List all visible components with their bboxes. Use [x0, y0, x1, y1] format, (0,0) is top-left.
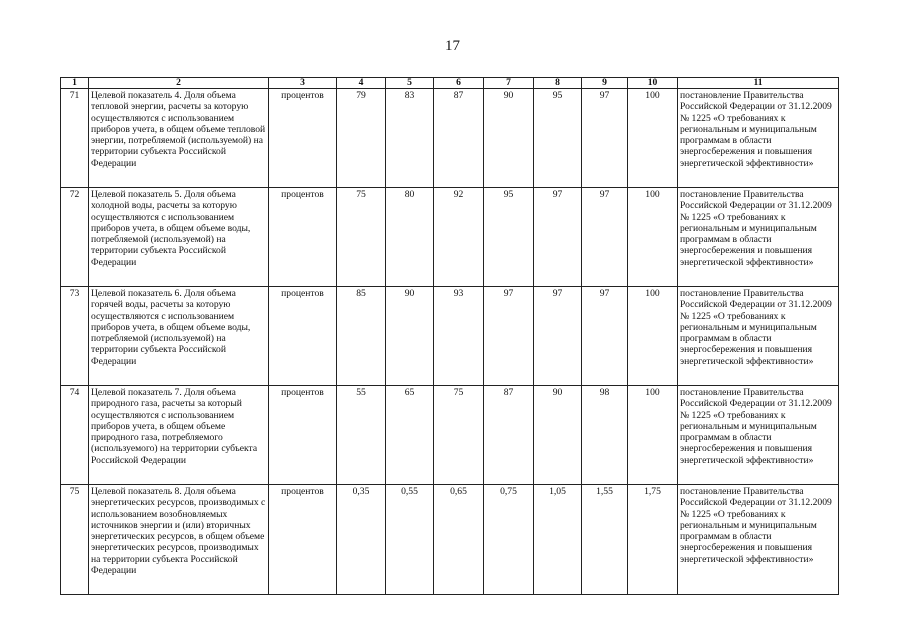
column-header: 2 [89, 78, 269, 89]
targets-table [60, 77, 839, 595]
basis-cell: постановление Правительства Российской Федерации от 31.12.2009 № 1225 «О требованиях к региональным и муниципальным программам в области энергосбережения и повышения энергетической эффективности» [678, 386, 839, 485]
value-cell: 92 [434, 188, 484, 287]
page-number: 17 [445, 38, 460, 54]
row-number: 75 [61, 485, 89, 595]
indicator-cell: Целевой показатель 7. Доля объема природного газа, расчеты за который осуществляются с использованием приборов учета, в общем объеме природного газа, потребляемого (используемого) на территории субъекта Российской Федерации [89, 386, 269, 485]
value-cell: 65 [386, 386, 434, 485]
column-header: 4 [337, 78, 386, 89]
value-cell: 80 [386, 188, 434, 287]
value-cell: 85 [337, 287, 386, 386]
value-cell: 1,75 [628, 485, 678, 595]
table-row [61, 485, 839, 595]
basis-cell: постановление Правительства Российской Федерации от 31.12.2009 № 1225 «О требованиях к региональным и муниципальным программам в области энергосбережения и повышения энергетической эффективности» [678, 287, 839, 386]
column-header: 6 [434, 78, 484, 89]
value-cell: 95 [534, 89, 582, 188]
value-cell: 93 [434, 287, 484, 386]
value-cell: 75 [337, 188, 386, 287]
value-cell: 100 [628, 188, 678, 287]
row-number: 74 [61, 386, 89, 485]
row-number: 71 [61, 89, 89, 188]
value-cell: 75 [434, 386, 484, 485]
value-cell: 100 [628, 287, 678, 386]
value-cell: 97 [582, 287, 628, 386]
value-cell: 98 [582, 386, 628, 485]
row-number: 72 [61, 188, 89, 287]
value-cell: 97 [534, 188, 582, 287]
indicator-cell: Целевой показатель 6. Доля объема горячей воды, расчеты за которую осуществляются с использованием приборов учета, в общем объеме воды, потребляемой (используемой) на территории субъекта Российской Федерации [89, 287, 269, 386]
value-cell: 0,55 [386, 485, 434, 595]
value-cell: 97 [582, 89, 628, 188]
unit-cell: процентов [269, 386, 337, 485]
table-row [61, 287, 839, 386]
indicator-cell: Целевой показатель 4. Доля объема тепловой энергии, расчеты за которую осуществляются с использованием приборов учета, в общем объеме тепловой энергии, потребляемой (используемой) на территории субъекта Российской Федерации [89, 89, 269, 188]
unit-cell: процентов [269, 188, 337, 287]
table-row [61, 188, 839, 287]
value-cell: 55 [337, 386, 386, 485]
value-cell: 1,55 [582, 485, 628, 595]
value-cell: 1,05 [534, 485, 582, 595]
column-header: 9 [582, 78, 628, 89]
unit-cell: процентов [269, 89, 337, 188]
value-cell: 95 [484, 188, 534, 287]
column-header: 1 [61, 78, 89, 89]
column-header: 7 [484, 78, 534, 89]
value-cell: 90 [534, 386, 582, 485]
column-header: 10 [628, 78, 678, 89]
indicator-cell: Целевой показатель 5. Доля объема холодной воды, расчеты за которую осуществляются с использованием приборов учета, в общем объеме воды, потребляемой (используемой) на территории субъекта Российской Федерации [89, 188, 269, 287]
value-cell: 0,65 [434, 485, 484, 595]
unit-cell: процентов [269, 485, 337, 595]
value-cell: 83 [386, 89, 434, 188]
table-row [61, 89, 839, 188]
column-header: 8 [534, 78, 582, 89]
basis-cell: постановление Правительства Российской Федерации от 31.12.2009 № 1225 «О требованиях к региональным и муниципальным программам в области энергосбережения и повышения энергетической эффективности» [678, 188, 839, 287]
unit-cell: процентов [269, 287, 337, 386]
value-cell: 100 [628, 386, 678, 485]
value-cell: 87 [434, 89, 484, 188]
value-cell: 90 [386, 287, 434, 386]
row-number: 73 [61, 287, 89, 386]
indicator-cell: Целевой показатель 8. Доля объема энергетических ресурсов, производимых с использованием возобновляемых источников энергии и (или) вторичных энергетических ресурсов, в общем объеме энергетических ресурсов, производимых на территории субъекта Российской Федерации [89, 485, 269, 595]
column-header: 3 [269, 78, 337, 89]
value-cell: 0,75 [484, 485, 534, 595]
column-number-row [61, 78, 839, 89]
column-header: 11 [678, 78, 839, 89]
value-cell: 87 [484, 386, 534, 485]
column-header: 5 [386, 78, 434, 89]
basis-cell: постановление Правительства Российской Федерации от 31.12.2009 № 1225 «О требованиях к региональным и муниципальным программам в области энергосбережения и повышения энергетической эффективности» [678, 485, 839, 595]
value-cell: 97 [484, 287, 534, 386]
value-cell: 100 [628, 89, 678, 188]
table-row [61, 386, 839, 485]
value-cell: 79 [337, 89, 386, 188]
value-cell: 97 [582, 188, 628, 287]
value-cell: 0,35 [337, 485, 386, 595]
value-cell: 97 [534, 287, 582, 386]
value-cell: 90 [484, 89, 534, 188]
basis-cell: постановление Правительства Российской Федерации от 31.12.2009 № 1225 «О требованиях к региональным и муниципальным программам в области энергосбережения и повышения энергетической эффективности» [678, 89, 839, 188]
